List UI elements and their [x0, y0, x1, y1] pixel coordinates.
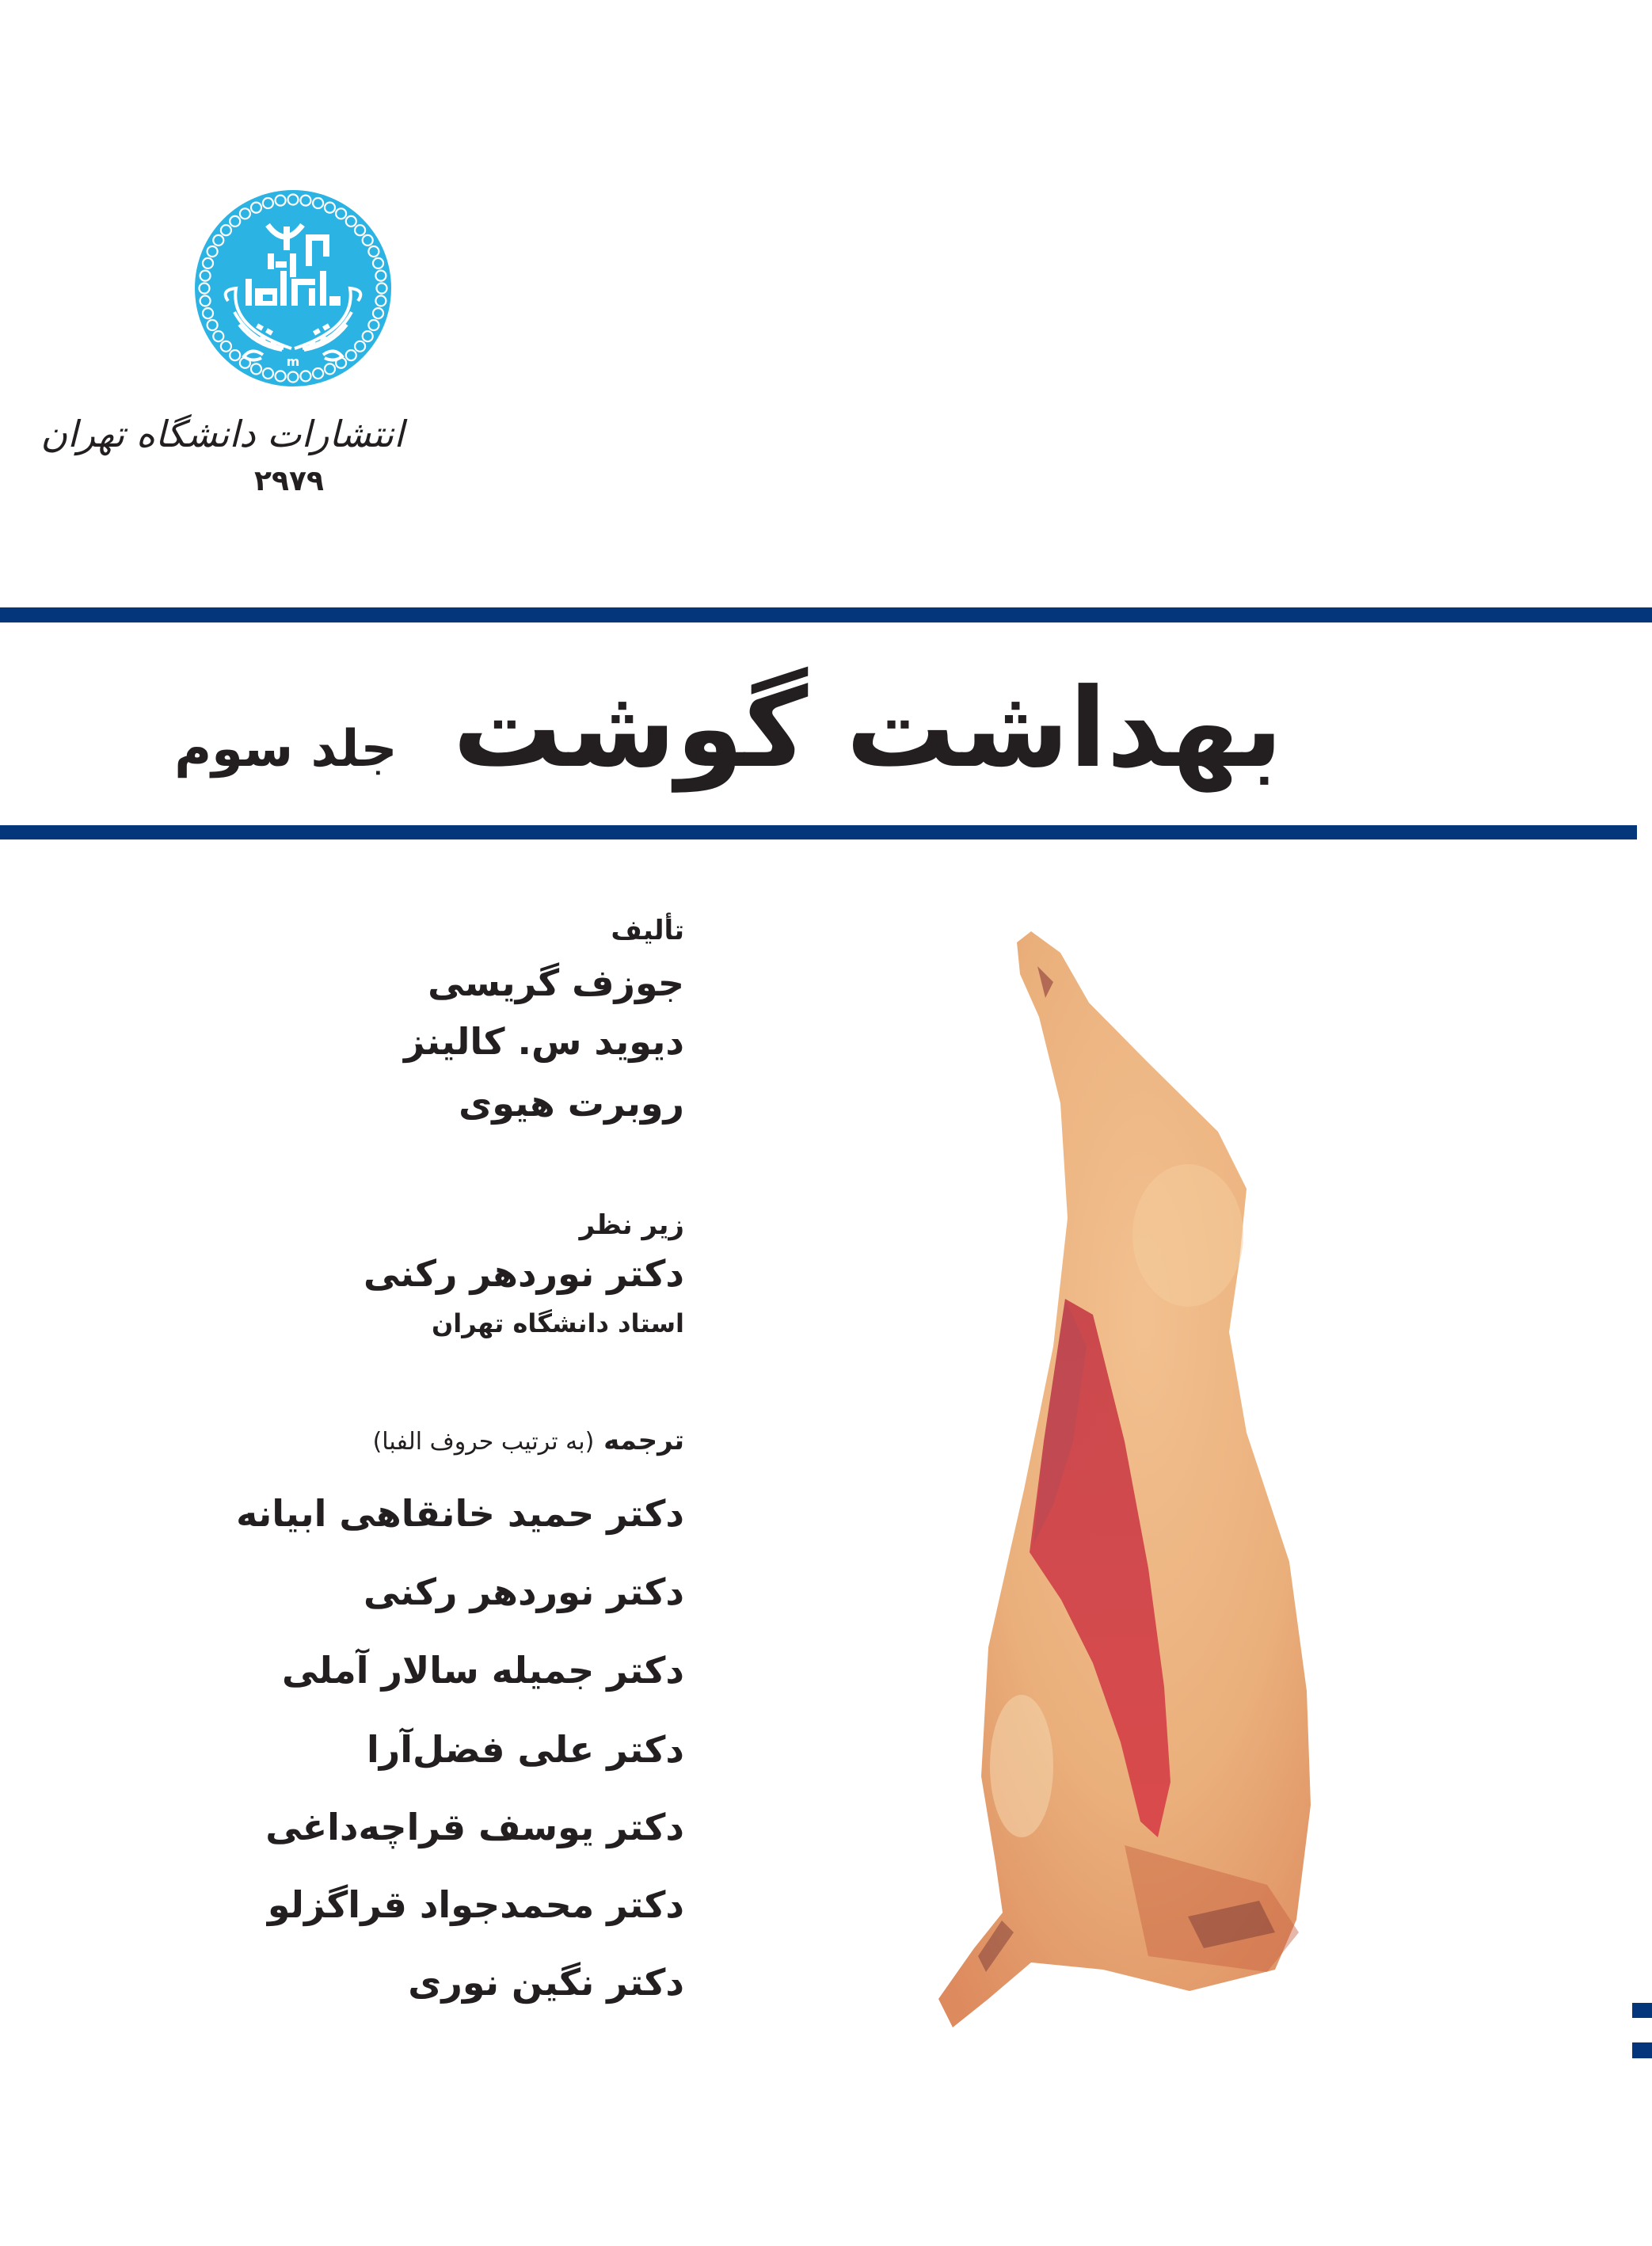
beef-hindquarter-image: [911, 911, 1354, 2051]
authors-role-label: تألیف: [611, 915, 684, 946]
publisher-name: انتشارات دانشگاه تهران: [40, 413, 404, 455]
translator-name: دکتر حمید خانقاهی ابیانه: [236, 1492, 684, 1535]
edge-mark: [1632, 2003, 1652, 2018]
credits-block: [236, 907, 684, 2021]
supervisor-name: دکتر نوردهر رکنی: [363, 1252, 684, 1295]
supervision-role-label: زیر نظر: [579, 1209, 684, 1241]
author-name: روبرت هیوی: [459, 1082, 684, 1125]
translation-role: ترجمه: [603, 1425, 684, 1456]
university-of-tehran-logo-icon: [190, 185, 396, 391]
edge-mark: [1632, 2042, 1652, 2058]
translator-name: دکتر محمدجواد قراگزلو: [267, 1883, 684, 1926]
supervisor-affiliation: استاد دانشگاه تهران: [431, 1308, 684, 1338]
author-name: دیوید س. کالینز: [403, 1020, 684, 1063]
translator-name: دکتر علی فضل‌آرا: [366, 1728, 684, 1771]
top-divider-bar: [0, 607, 1652, 622]
translator-name: دکتر نوردهر رکنی: [363, 1570, 684, 1613]
title-block: [174, 664, 1283, 792]
translator-name: دکتر جمیله سالار آملی: [281, 1649, 684, 1692]
svg-text:m: m: [286, 354, 300, 369]
author-name: جوزف گریسی: [428, 961, 684, 1004]
series-number: ۲۹۷۹: [254, 465, 324, 497]
translation-role-label: [241, 1425, 684, 1458]
bottom-divider-bar: [0, 825, 1637, 839]
book-title: بهداشت گوشت: [452, 664, 1283, 792]
translation-order-note: (به ترتیب حروف الفبا): [372, 1428, 595, 1456]
translator-name: دکتر نگین نوری: [408, 1961, 684, 2004]
volume-label: جلد سوم: [174, 720, 398, 778]
translator-name: دکتر یوسف قراچه‌داغی: [265, 1806, 684, 1848]
